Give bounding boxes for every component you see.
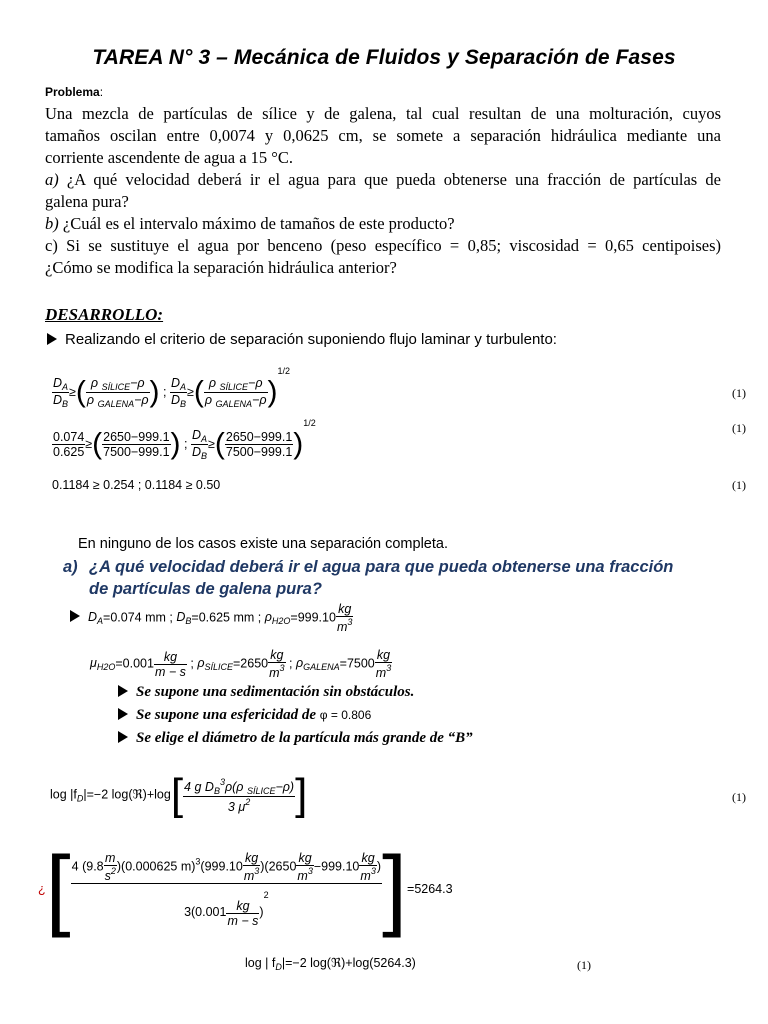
arrow-bullet-icon bbox=[70, 610, 80, 622]
conclusion-text: En ninguno de los casos existe una separación completa. bbox=[78, 536, 448, 552]
question-a-line-2: galena pura? bbox=[45, 192, 129, 211]
given-data-line-1: $D_A=0.074$ mm ; $D_B=0.625$ mm ; $\rho_{H2O}=999.10$ $\frac{kg}{m^3}$ bbox=[70, 602, 353, 634]
assumption-2: Se supone una esfericidad de φ = 0.806 bbox=[118, 707, 371, 724]
problem-line-1: Una mezcla de partículas de sílice y de galena, tal cual resultan de una molturación, cuyos bbox=[45, 104, 721, 123]
arrow-bullet-icon bbox=[118, 708, 128, 720]
assumption-3: Se elige el diámetro de la partícula más grande de “B” bbox=[118, 730, 473, 747]
given-data-line-2: $\mu_{H2O}=0.001$ $\frac{kg}{m - s}$ ; $\rho_{SÍLICE}=2650$ $\frac{kg}{m^3}$ ; $\rho_{GALENA}=7500$ $\frac{kg}{m^3}$ bbox=[90, 648, 392, 680]
part-a-heading: a) ¿A qué velocidad deberá ir el agua para que pueda obtenerse una fracción de partículas de galena pura? bbox=[63, 558, 674, 598]
eq-number-3: (1) bbox=[732, 478, 746, 492]
arrow-bullet-icon bbox=[118, 731, 128, 743]
eq-number-4: (1) bbox=[732, 790, 746, 804]
arrow-bullet-icon bbox=[47, 333, 57, 345]
question-c-line-1: c) Si se sustituye el agua por benceno (peso específico = 0,85; viscosidad = 0,65 centipoises) bbox=[45, 236, 721, 255]
eq-number-2: (1) bbox=[732, 421, 746, 435]
eq-number-5: (1) bbox=[577, 958, 591, 972]
final-log-equation: log | $f_D|=-2$ log(ℜ)+log(5264.3) bbox=[245, 956, 416, 972]
arrow-bullet-icon bbox=[118, 685, 128, 697]
assumption-1: Se supone una sedimentación sin obstáculos. bbox=[118, 684, 414, 701]
equation-criterion: $\frac{D_A}{D_B}$ ≥( $\frac{\rho _{SÍLICE}-\rho}{\rho _{GALENA}-\rho}$ ) ; $\frac{D_A}{D_B}$ ≥( $\frac{\rho _{SÍLICE}-\rho}{\rho _{GALENA}-\rho}$ )$^{1/2}$ bbox=[53, 366, 291, 410]
equation-numeric: $\frac{0.074}{0.625}$ ≥( $\frac{2650-999.1}{7500-999.1}$ ) ; $\frac{D_A}{D_B}$ ≥( $\frac{2650-999.1}{7500-999.1}$ )$^{1/2}$ bbox=[53, 418, 316, 462]
question-c-line-2: ¿Cómo se modifica la separación hidráulica anterior? bbox=[45, 258, 397, 277]
question-b: b) ¿Cuál es el intervalo máximo de tamaños de este producto? bbox=[45, 214, 455, 233]
eq-number-1: (1) bbox=[732, 386, 746, 400]
problem-statement bbox=[45, 103, 721, 279]
problem-label: Problema: bbox=[45, 85, 104, 99]
desarrollo-heading: DESARROLLO: bbox=[45, 305, 164, 324]
page-title: TAREA N° 3 – Mecánica de Fluidos y Separación de Fases bbox=[92, 46, 676, 69]
log-friction-equation: $\log |f_D|=-2$ log(ℜ)+log[ $\frac{4 g D_B^3\rho(\rho _{SÍLICE}-\rho)}{3 \mu^2}$ ] bbox=[50, 770, 308, 819]
numeric-evaluation: ¿[ 4 (9.8 $\frac{m}{s^2}$ )(0.000625 m)$^3$(999.10 $\frac{kg}{m^3}$ )(2650 $\frac{kg}{m^3}$ −999.10 $\frac{kg}{m^3}$ ) 3(0.001 $\frac{kg}{m - s}$ )$^2$ ]=5264.3 bbox=[38, 839, 453, 939]
equation-result: 0.1184 ≥ 0.254 ; 0.1184 ≥ 0.50 bbox=[52, 478, 221, 492]
problem-line-2: tamaños oscilan entre 0,0074 y 0,0625 cm, se somete a separación hidráulica mediante una bbox=[45, 126, 721, 145]
question-a-line-1: a) ¿A qué velocidad deberá ir el agua para que pueda obtenerse una fracción de partículas de bbox=[45, 170, 721, 189]
criterion-bullet: Realizando el criterio de separación suponiendo flujo laminar y turbulento: bbox=[47, 331, 557, 348]
problem-line-3: corriente ascendente de agua a 15 °C. bbox=[45, 148, 294, 167]
